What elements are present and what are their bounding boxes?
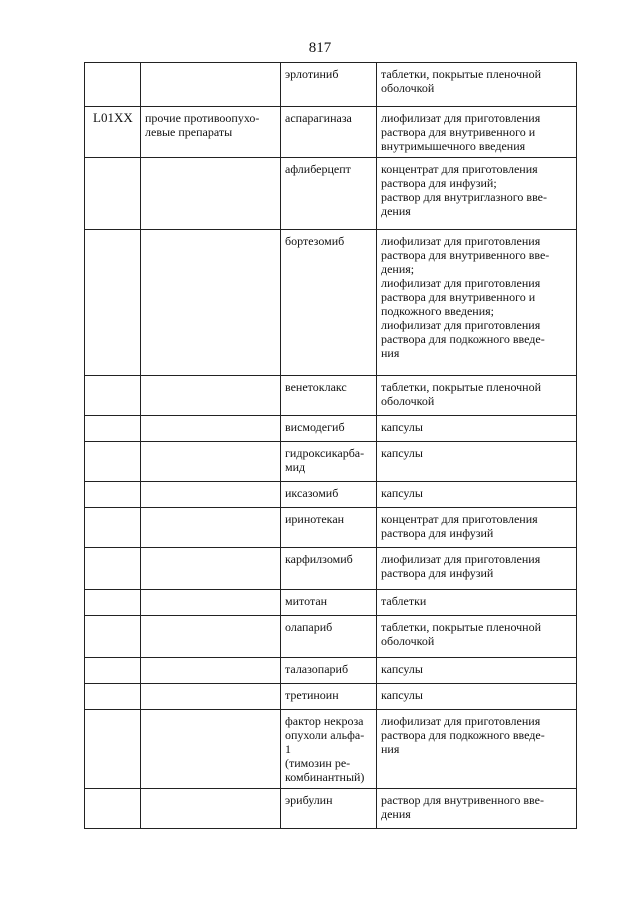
- drug-name-cell: олапариб: [281, 616, 377, 658]
- drug-name-cell: иксазомиб: [281, 482, 377, 508]
- table-row: [85, 710, 577, 789]
- atc-code-cell: [85, 590, 141, 616]
- dosage-form-cell: капсулы: [377, 658, 577, 684]
- dosage-form-cell: концентрат для приготовления раствора для инфузий; раствор для внутриглазного вве- дения: [377, 158, 577, 230]
- drug-name-cell: фактор некроза опухоли альфа- 1 (тимозин ре- комбинантный): [281, 710, 377, 789]
- dosage-form-cell: лиофилизат для приготовления раствора для инфузий: [377, 548, 577, 590]
- group-name-cell: [141, 590, 281, 616]
- group-name-cell: [141, 63, 281, 107]
- group-name-cell: [141, 789, 281, 829]
- atc-code-cell: [85, 63, 141, 107]
- drug-name-cell: митотан: [281, 590, 377, 616]
- drug-name-cell: эрибулин: [281, 789, 377, 829]
- atc-code-cell: [85, 158, 141, 230]
- table-row: [85, 684, 577, 710]
- table-row: [85, 230, 577, 376]
- table-row: [85, 442, 577, 482]
- dosage-form-cell: лиофилизат для приготовления раствора для внутривенного вве- дения; лиофилизат для приготовления раствора для внутривенного и подкожного введения; лиофилизат для приготовления раствора для подкожного введе- ния: [377, 230, 577, 376]
- table-row: [85, 658, 577, 684]
- table-row: [85, 508, 577, 548]
- group-name-cell: [141, 508, 281, 548]
- atc-code-cell: [85, 508, 141, 548]
- atc-code-cell: [85, 376, 141, 416]
- drug-name-cell: гидроксикарба- мид: [281, 442, 377, 482]
- drug-table: [84, 62, 577, 829]
- atc-code-cell: [85, 616, 141, 658]
- group-name-cell: [141, 158, 281, 230]
- dosage-form-cell: капсулы: [377, 442, 577, 482]
- dosage-form-cell: таблетки: [377, 590, 577, 616]
- atc-code-cell: [85, 684, 141, 710]
- table-row: [85, 107, 577, 158]
- table-row: [85, 416, 577, 442]
- drug-name-cell: третиноин: [281, 684, 377, 710]
- page-number: 817: [308, 40, 332, 56]
- drug-name-cell: талазопариб: [281, 658, 377, 684]
- drug-name-cell: бортезомиб: [281, 230, 377, 376]
- drug-name-cell: карфилзомиб: [281, 548, 377, 590]
- table-row: [85, 548, 577, 590]
- dosage-form-cell: лиофилизат для приготовления раствора для внутривенного и внутримышечного введения: [377, 107, 577, 158]
- dosage-form-cell: раствор для внутривенного вве- дения: [377, 789, 577, 829]
- table-row: [85, 590, 577, 616]
- group-name-cell: [141, 482, 281, 508]
- atc-code-cell: [85, 548, 141, 590]
- group-name-cell: [141, 416, 281, 442]
- table-row: [85, 616, 577, 658]
- group-name-cell: [141, 710, 281, 789]
- dosage-form-cell: лиофилизат для приготовления раствора для подкожного введе- ния: [377, 710, 577, 789]
- drug-name-cell: аспарагиназа: [281, 107, 377, 158]
- dosage-form-cell: таблетки, покрытые пленочной оболочкой: [377, 376, 577, 416]
- table-row: [85, 63, 577, 107]
- table-row: [85, 158, 577, 230]
- atc-code-cell: L01XX: [85, 107, 141, 158]
- group-name-cell: [141, 376, 281, 416]
- dosage-form-cell: капсулы: [377, 416, 577, 442]
- drug-name-cell: эрлотиниб: [281, 63, 377, 107]
- table-row: [85, 376, 577, 416]
- dosage-form-cell: капсулы: [377, 482, 577, 508]
- atc-code-cell: [85, 710, 141, 789]
- atc-code-cell: [85, 230, 141, 376]
- drug-name-cell: висмодегиб: [281, 416, 377, 442]
- atc-code-cell: [85, 442, 141, 482]
- drug-name-cell: афлиберцепт: [281, 158, 377, 230]
- table-body: [85, 63, 577, 829]
- dosage-form-cell: таблетки, покрытые пленочной оболочкой: [377, 616, 577, 658]
- group-name-cell: [141, 442, 281, 482]
- group-name-cell: [141, 230, 281, 376]
- group-name-cell: [141, 616, 281, 658]
- dosage-form-cell: концентрат для приготовления раствора для инфузий: [377, 508, 577, 548]
- table-row: [85, 482, 577, 508]
- group-name-cell: [141, 548, 281, 590]
- drug-name-cell: иринотекан: [281, 508, 377, 548]
- table-row: [85, 789, 577, 829]
- drug-name-cell: венетоклакс: [281, 376, 377, 416]
- atc-code-cell: [85, 658, 141, 684]
- dosage-form-cell: капсулы: [377, 684, 577, 710]
- atc-code-cell: [85, 482, 141, 508]
- group-name-cell: [141, 684, 281, 710]
- atc-code-cell: [85, 789, 141, 829]
- dosage-form-cell: таблетки, покрытые пленочной оболочкой: [377, 63, 577, 107]
- group-name-cell: [141, 658, 281, 684]
- group-name-cell: прочие противоопухо- левые препараты: [141, 107, 281, 158]
- atc-code-cell: [85, 416, 141, 442]
